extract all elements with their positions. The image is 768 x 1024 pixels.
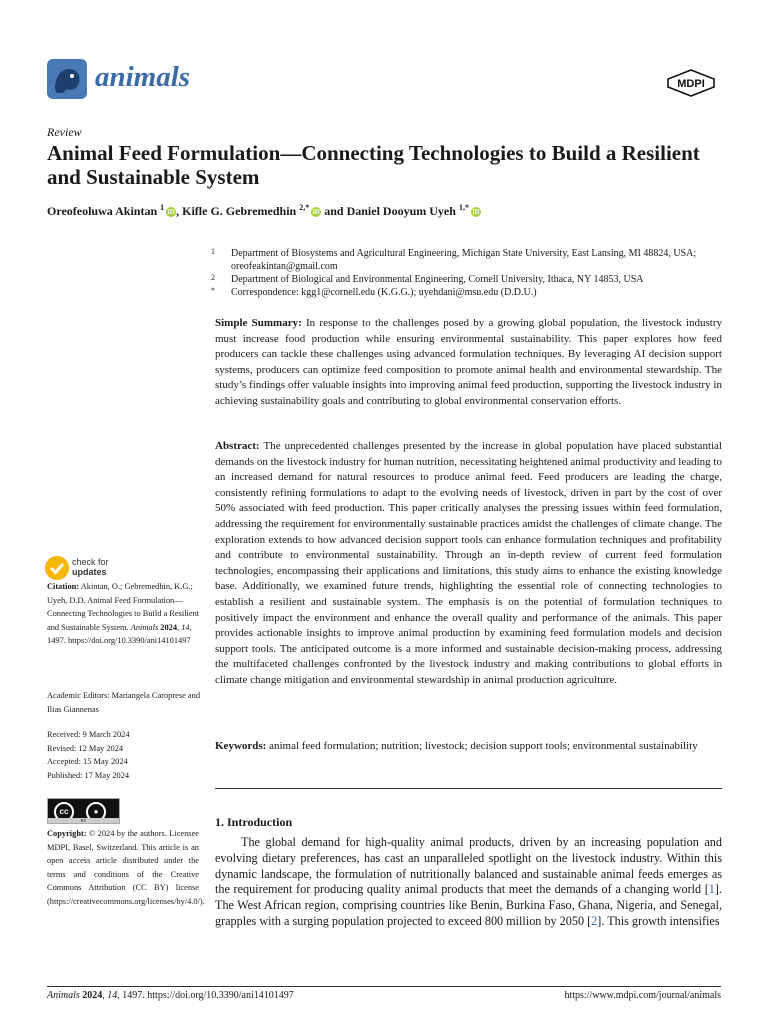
citation-text: Akintan, O.; Gebremedhin, K.G.; Uyeh, D.D. Animal Feed Formulation—Connecting Technologies to Build a Resilient and Sustainable System. [47,582,200,632]
author-name[interactable]: Kifle G. Gebremedhin [182,204,297,218]
orcid-icon[interactable]: iD [472,208,480,216]
intro-paragraph [215,835,722,930]
affiliation-mark: * [211,286,215,295]
author-name[interactable]: Oreofeoluwa Akintan [47,204,158,218]
copyright-block [47,827,205,908]
academic-editors: Academic Editors: Mariangela Caroprese and Ilias Giannenas [47,691,201,714]
footer-journal-url[interactable]: https://www.mdpi.com/journal/animals [564,990,721,1001]
citation-volume: 14 [181,622,190,632]
section-divider [215,788,722,789]
citation-doi[interactable]: 1497. https://doi.org/10.3390/ani14101497 [47,636,191,645]
reference-link[interactable]: 2 [591,913,598,928]
publication-dates [47,728,207,782]
check-for-updates-line2: updates [72,567,107,577]
journal-name[interactable]: animals [95,61,191,93]
simple-summary [215,316,722,410]
affiliation-mark: 1,* [458,203,469,212]
orcid-icon[interactable]: iD [167,208,175,216]
copyright-text: © 2024 by the authors. Licensee MDPI, Basel, Switzerland. This article is an open access article distributed under the terms and conditions of the Creative Commons Attribution (CC BY) license (https://creativecommons.org/licenses/by/4.0/). [47,829,205,906]
received-date: Received: 9 March 2024 [47,730,130,739]
affiliation-text: Department of Biosystems and Agricultural Engineering, Michigan State University, East Lansing, MI 48824, USA; oreofeakintan@gmail.com [231,248,697,272]
author-name[interactable]: Daniel Dooyum Uyeh [346,204,456,218]
affiliation [211,247,735,273]
section-heading: 1. Introduction [215,815,293,829]
license-by-label: BY [48,818,119,823]
footer-divider [47,986,721,987]
cc-by-license-badge[interactable] [47,798,120,824]
citation-journal: Animals [130,622,159,632]
svg-text:MDPI: MDPI [677,78,705,90]
affiliation-mark: 1 [160,203,165,212]
correspondence [211,286,735,299]
journal-logo-icon [47,59,87,99]
paper-title: Animal Feed Formulation—Connecting Technologies to Build a Resilient and Sustainable System [47,141,700,189]
revised-date: Revised: 12 May 2024 [47,743,124,753]
article-type: Review [47,125,82,139]
correspondence-text: Correspondence: kgg1@cornell.edu (K.G.G.); uyehdani@msu.edu (D.D.U.) [231,287,537,298]
intro-text: The global demand for high-quality animal products, driven by an increasing population and evolving dietary preferences, has cast an unparalleled spotlight on the livestock industry. Within this dynamic landscape, the formulation of nutritionally balanced and sustainable animal feeds emerges as the requirement for producing quality animal products that meet the demands of a changing world [ [215,835,722,897]
mdpi-logo[interactable] [666,69,716,97]
footer-volume: 14 [107,990,118,1001]
citation-year: 2024 [160,622,178,632]
simple-summary-text: In response to the challenges posed by a growing global population, the livestock industry must increase food production while ensuring environmental sustainability. This paper explores how feed producers can tackle these challenges using advanced formulation techniques. By leveraging AI decision support systems, producers can optimize feed composition to promote animal health and environmental stewardship. The study’s findings offer valuable insights into improving animal feed production, supporting the livestock industry in achieving sustainability goals and contributing to global environmental conservation efforts. [215,317,722,407]
footer-doi[interactable]: 1497. https://doi.org/10.3390/ani14101497 [122,990,294,1001]
footer-year: 2024 [82,990,103,1001]
simple-summary-label: Simple Summary: [215,317,302,329]
intro-text: ]. The West African region, comprising countries like Benin, Burkina Faso, Ghana, Nigeria, and Senegal, grapples with a surging population projected to exceed 800 million by 2050 [ [215,882,722,928]
cc-icon: cc [54,802,74,822]
abstract-label: Abstract: [215,440,260,452]
keywords [215,739,722,755]
keywords-label: Keywords: [215,740,267,752]
affiliation-mark: 2,* [299,203,310,212]
published-date: Published: 17 May 2024 [47,770,130,780]
intro-text: ]. This growth intensifies [597,913,720,928]
citation-label: Citation: [47,582,80,591]
footer-citation: Animals 2024, 14, 1497. https://doi.org/10.3390/ani14101497 [47,990,294,1001]
abstract-text: The unprecedented challenges presented by the increase in global population have placed substantial demands on the livestock industry for human nutrition, necessitating heightened animal productivity and leading to an increased demand for natural resources to produce animal feed. Feed producers are leading the charge, consistently refining formulations to adapt to the evolving needs of livestock, driven in part by the cost of over 50% associated with feed production. This paper critically analyses the pressing issues within feed formulation, addressing the requirement for environmentally sustainable practices amidst the challenges of climate change. The exploration extends to how advanced decision support tools can enhance formulation techniques and profitability and contribute to environmental sustainability. Through an in-depth review of current feed formulation technologies, encompassing their applications and limitations, this study aims to enhance the existing knowledge base. Additionally, we examined future trends, highlighting the essential role of connecting technologies to establish a resilient and sustainable system. The emphasis is on the potential of formulation techniques to positively impact the environment and enhance the overall quality and performance of the animals. This paper provides actionable insights to improve animal production by examining feed formulation models and decision support tools. The anticipated outcome is a more informed and sustainable decision-making process, addressing the multifaceted challenges confronted by the livestock industry and making contributions to global efforts in climate change mitigation and environmental stewardship in animal production agriculture. [215,440,722,686]
affiliation-mark: 1 [211,247,215,256]
abstract [215,439,722,689]
affiliation-mark: 2 [211,273,215,282]
check-for-updates-button[interactable] [72,557,109,577]
author-list: Oreofeoluwa Akintan $^1$ iD , Kifle G. Gebremedhin $^{2,*}$ iD and Daniel Dooyum Uyeh $^{1,*}$ iD [47,203,480,218]
citation-block: Citation: Akintan, O.; Gebremedhin, K.G.; Uyeh, D.D. Animal Feed Formulation—Connecting Technologies to Build a Resilient and Sustainable System. Animals 2024, 14, 1497. https://doi.org/10.3390/ani14101497 [47,582,200,645]
affiliation [211,273,735,286]
footer-journal: Animals [47,990,80,1001]
copyright-label: Copyright: [47,829,87,838]
author-conjunction: and [324,204,344,218]
attribution-person-icon: ● [86,802,106,822]
keywords-text: animal feed formulation; nutrition; livestock; decision support tools; environmental sustainability [269,740,698,752]
accepted-date: Accepted: 15 May 2024 [47,757,128,766]
check-for-updates-icon[interactable] [45,556,69,580]
orcid-icon[interactable]: iD [312,208,320,216]
reference-link[interactable]: 1 [708,882,715,897]
check-for-updates-line1: check for [72,557,109,567]
affiliation-text: Department of Biological and Environmental Engineering, Cornell University, Ithaca, NY 14853, USA [231,274,644,285]
